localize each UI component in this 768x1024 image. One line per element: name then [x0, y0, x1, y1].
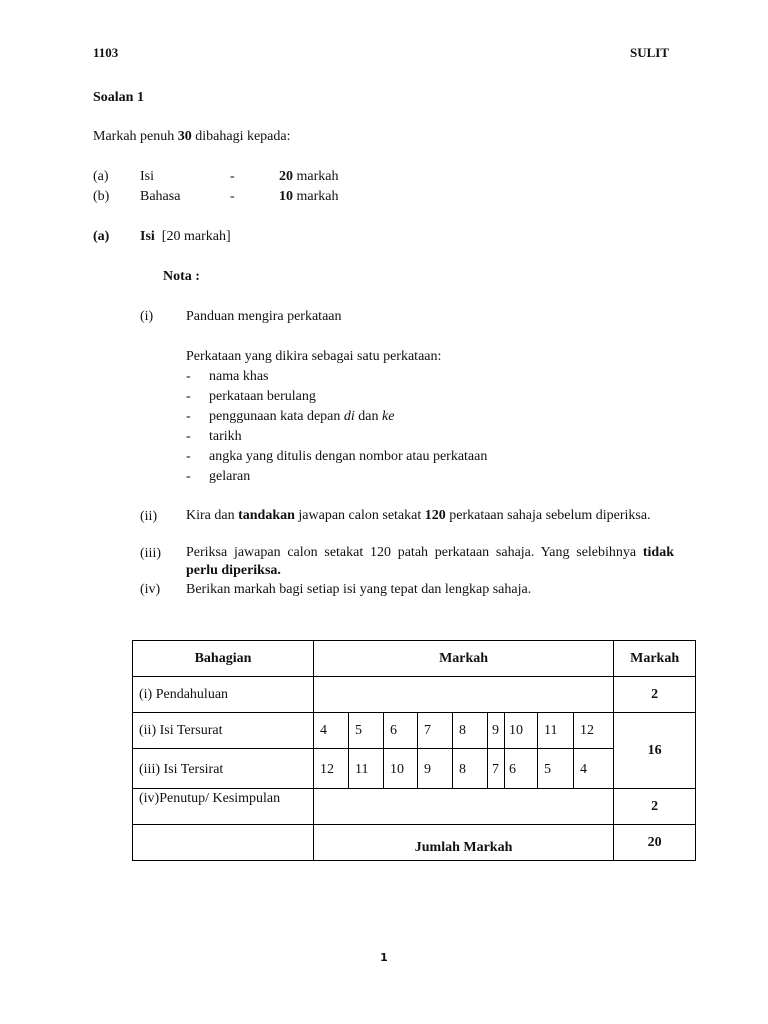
score-cell: 10 — [384, 749, 418, 789]
header-markah-total: Markah — [614, 641, 696, 677]
bullet: - — [186, 409, 191, 424]
score-cell: 12 — [574, 713, 614, 749]
row-mark: 2 — [614, 677, 696, 713]
score-cell: 5 — [538, 749, 574, 789]
classification-label: SULIT — [630, 45, 670, 60]
empty-cell — [314, 789, 614, 825]
score-cell: 7 — [418, 713, 453, 749]
note-heading: Panduan mengira perkataan — [186, 309, 342, 324]
table-row — [133, 825, 696, 861]
breakdown-label: (b) — [93, 189, 110, 204]
bullet: - — [186, 369, 191, 384]
list-item — [209, 407, 394, 427]
note-paragraph — [186, 507, 674, 525]
breakdown-value — [279, 187, 338, 207]
score-cell: 5 — [349, 713, 384, 749]
score-cell: 11 — [538, 713, 574, 749]
note-text: Kira dan — [186, 508, 239, 523]
bullet: - — [186, 469, 191, 484]
table-row — [133, 677, 696, 713]
score-cell: 11 — [349, 749, 384, 789]
section-heading — [140, 227, 231, 247]
section-title: Isi — [140, 229, 155, 244]
row-label: (iii) Isi Tersirat — [133, 749, 314, 789]
note-text: perkataan sahaja sebelum diperiksa. — [445, 508, 651, 523]
note-number: (iv) — [140, 582, 161, 597]
intro-line — [93, 127, 291, 147]
note-number: (ii) — [140, 509, 158, 524]
section-label: (a) — [93, 229, 110, 244]
note-paragraph: Berikan markah bagi setiap isi yang tepat dan lengkap sahaja. — [186, 582, 532, 597]
bullet: - — [186, 429, 191, 444]
bullet: - — [186, 449, 191, 464]
header-bahagian: Bahagian — [133, 641, 314, 677]
bullet: - — [186, 389, 191, 404]
breakdown-label: (a) — [93, 169, 109, 184]
table-row — [133, 789, 696, 825]
empty-cell — [133, 825, 314, 861]
score-cell: 9 — [418, 749, 453, 789]
list-item: gelaran — [209, 469, 251, 484]
table-header-row — [133, 641, 696, 677]
table-row — [133, 713, 696, 749]
breakdown-item: Bahasa — [140, 189, 181, 204]
row-label: (ii) Isi Tersurat — [133, 713, 314, 749]
list-item: nama khas — [209, 369, 269, 384]
row-label: (iv)Penutup/ Kesimpulan — [133, 789, 314, 825]
page-number: 1 — [380, 951, 388, 964]
score-cell: 8 — [453, 749, 488, 789]
score-cell: 6 — [384, 713, 418, 749]
total-label: Jumlah Markah — [314, 825, 614, 861]
score-cell: 7 — [488, 749, 505, 789]
header-markah: Markah — [314, 641, 614, 677]
table-row — [133, 749, 696, 789]
score-cell: 4 — [314, 713, 349, 749]
note-bold: tidak perlu diperiksa. — [186, 545, 674, 578]
list-item-italic: ke — [382, 409, 395, 424]
row-mark: 2 — [614, 789, 696, 825]
list-item-italic: di — [343, 409, 355, 424]
score-cell: 12 — [314, 749, 349, 789]
note-bold: tandakan — [238, 508, 295, 523]
breakdown-value-number: 10 — [279, 189, 293, 204]
note-number: (i) — [140, 309, 154, 324]
list-item: perkataan berulang — [209, 389, 316, 404]
breakdown-value-unit: markah — [293, 169, 339, 184]
note-subheading: Perkataan yang dikira sebagai satu perkataan: — [186, 349, 442, 364]
total-mark: 20 — [614, 825, 696, 861]
intro-total: 30 — [177, 129, 192, 144]
question-title: Soalan 1 — [93, 90, 144, 105]
intro-prefix: Markah penuh — [93, 129, 178, 144]
list-item-text: penggunaan kata depan — [209, 409, 344, 424]
score-cell: 10 — [505, 713, 538, 749]
empty-cell — [314, 677, 614, 713]
note-bold: 120 — [424, 508, 446, 523]
breakdown-value-unit: markah — [293, 189, 339, 204]
breakdown-value-number: 20 — [279, 169, 293, 184]
breakdown-item: Isi — [140, 169, 154, 184]
isi-total-mark: 16 — [614, 713, 696, 789]
score-cell: 9 — [488, 713, 505, 749]
intro-suffix: dibahagi kepada: — [191, 129, 291, 144]
score-cell: 4 — [574, 749, 614, 789]
document-code: 1103 — [93, 45, 119, 60]
breakdown-value — [279, 167, 338, 187]
list-item-text: dan — [354, 409, 382, 424]
marks-table — [132, 640, 696, 861]
note-text: jawapan calon setakat — [294, 508, 425, 523]
score-cell: 8 — [453, 713, 488, 749]
note-number: (iii) — [140, 546, 161, 561]
list-item: angka yang ditulis dengan nombor atau perkataan — [209, 449, 488, 464]
note-paragraph — [186, 544, 674, 580]
score-cell: 6 — [505, 749, 538, 789]
list-item: tarikh — [209, 429, 242, 444]
row-label: (i) Pendahuluan — [133, 677, 314, 713]
section-detail: [20 markah] — [161, 229, 231, 244]
note-text: Periksa jawapan calon setakat 120 patah perkataan sahaja. Yang selebihnya — [186, 545, 643, 560]
breakdown-dash: - — [230, 189, 235, 204]
nota-title: Nota : — [163, 269, 200, 284]
breakdown-dash: - — [230, 169, 235, 184]
